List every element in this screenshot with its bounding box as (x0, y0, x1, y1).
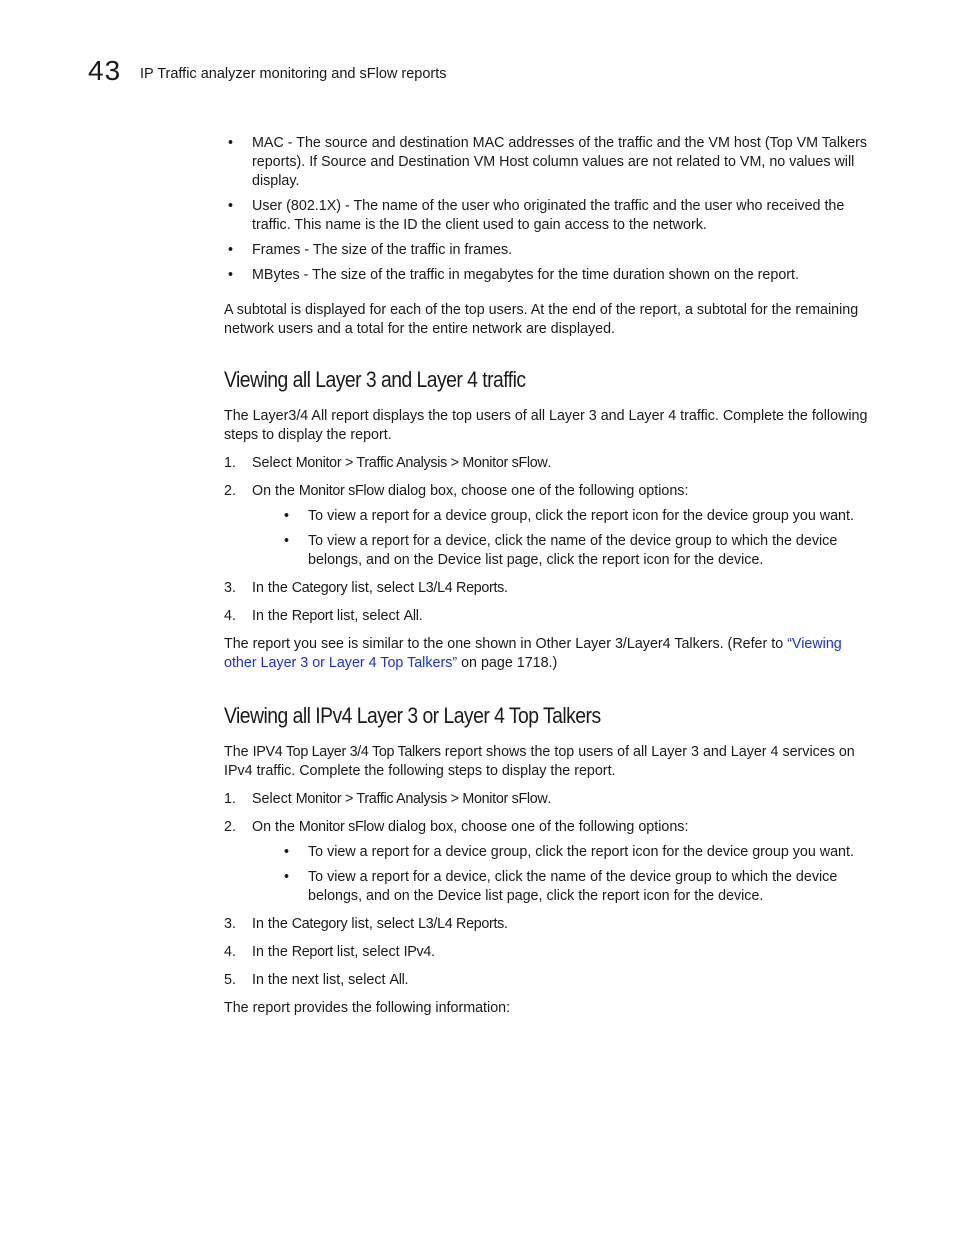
option-value: L3/L4 Reports (418, 580, 505, 596)
dialog-name: Monitor sFlow (298, 819, 384, 835)
section1-closing (224, 635, 870, 673)
step-text: . (404, 972, 409, 988)
step-number: 3. (224, 580, 236, 596)
section2-step-5 (224, 971, 870, 990)
section2-step-1 (224, 790, 870, 809)
step-number: 4. (224, 944, 236, 960)
step-text: . (547, 455, 552, 471)
step-text: On the (252, 483, 299, 499)
option-value: All (403, 608, 419, 624)
cross-reference-link[interactable]: “Viewing other Layer 3 or Layer 4 Top Talkers” (224, 636, 842, 671)
menu-path: Monitor > Traffic Analysis > Monitor sFlow (295, 791, 548, 807)
step-text: In the (252, 944, 292, 960)
section2-step-3 (224, 915, 870, 934)
option-device: • To view a report for a device, click the name of the device group to which the device belongs, and on the Device list page, click the report icon for the device. (280, 868, 870, 906)
step-text: On the (252, 819, 299, 835)
bullet-user: • User (802.1X) - The name of the user who originated the traffic and the user who received the traffic. This name is the ID the client used to gain access to the network. (224, 197, 870, 235)
step-number: 3. (224, 916, 236, 932)
section2-options (280, 843, 870, 906)
section2-steps (224, 790, 870, 990)
option-device: • To view a report for a device, click the name of the device group to which the device belongs, and on the Device list page, click the report icon for the device. (280, 532, 870, 570)
option-device-group: • To view a report for a device group, click the report icon for the device group you want. (280, 843, 870, 862)
step-number: 5. (224, 972, 236, 988)
field-name: Category (291, 916, 348, 932)
step-text: list, select (332, 944, 404, 960)
intro-text: report shows the top users of all Layer 3 and Layer 4 services on IPv4 traffic. Complete the following steps to display the report. (224, 744, 855, 779)
menu-path: Monitor > Traffic Analysis > Monitor sFlow (295, 455, 548, 471)
step-number: 2. (224, 483, 236, 499)
chapter-number: 43 (88, 55, 122, 86)
bullet-frames: • Frames - The size of the traffic in frames. (224, 241, 870, 260)
section-heading-ipv4: Viewing all IPv4 Layer 3 or Layer 4 Top Talkers (224, 703, 601, 728)
chapter-title: IP Traffic analyzer monitoring and sFlow reports (140, 66, 447, 82)
section1-step-2 (224, 482, 870, 570)
step-number: 2. (224, 819, 236, 835)
section1-steps (224, 454, 870, 626)
field-name: Report (291, 944, 333, 960)
section1-options (280, 507, 870, 570)
step-text: . (504, 916, 508, 932)
closing-text: The report you see is similar to the one shown in Other Layer 3/Layer4 Talkers. (Refer to (224, 636, 788, 652)
section2-step-4 (224, 943, 870, 962)
bullet-mac: • MAC - The source and destination MAC addresses of the traffic and the VM host (Top VM Talkers reports). If Source and Destination VM Host column values are not related to VM, no values will display. (224, 134, 870, 191)
step-text: In the next list, select (252, 972, 390, 988)
section2-intro (224, 743, 870, 781)
page-body (224, 134, 870, 1018)
subtotal-paragraph: A subtotal is displayed for each of the top users. At the end of the report, a subtotal for the remaining network users and a total for the entire network are displayed. (224, 302, 859, 337)
section1-step-3 (224, 579, 870, 598)
step-text: In the (252, 608, 292, 624)
step-text: Select (252, 455, 296, 471)
step-text: . (418, 608, 423, 624)
step-text: In the (252, 580, 292, 596)
option-value: IPv4 (403, 944, 432, 960)
report-name: IPV4 Top Layer 3/4 Top Talkers (252, 744, 441, 760)
step-text: list, select (332, 608, 404, 624)
dialog-name: Monitor sFlow (298, 483, 384, 499)
step-text: In the (252, 916, 292, 932)
step-text: . (547, 791, 552, 807)
section-heading-layer34: Viewing all Layer 3 and Layer 4 traffic (224, 367, 526, 392)
step-text: dialog box, choose one of the following options: (384, 819, 689, 835)
section1-step-1 (224, 454, 870, 473)
section1-intro: The Layer3/4 All report displays the top users of all Layer 3 and Layer 4 traffic. Complete the following steps to display the report. (224, 408, 868, 443)
field-name: Category (291, 580, 348, 596)
step-number: 4. (224, 608, 236, 624)
option-value: L3/L4 Reports (418, 916, 505, 932)
step-text: Select (252, 791, 296, 807)
closing-text: on page 1718.) (457, 655, 558, 671)
option-device-group: • To view a report for a device group, click the report icon for the device group you want. (280, 507, 870, 526)
step-number: 1. (224, 791, 236, 807)
field-name: Report (291, 608, 333, 624)
step-text: . (504, 580, 508, 596)
intro-bullet-list (224, 134, 870, 285)
bullet-mbytes: • MBytes - The size of the traffic in megabytes for the time duration shown on the report. (224, 266, 870, 285)
section1-step-4 (224, 607, 870, 626)
step-text: dialog box, choose one of the following options: (384, 483, 689, 499)
intro-text: The (224, 744, 253, 760)
step-text: list, select (347, 916, 419, 932)
step-text: list, select (347, 580, 419, 596)
step-text: . (431, 944, 435, 960)
section2-closing: The report provides the following information: (224, 1000, 511, 1016)
step-number: 1. (224, 455, 236, 471)
option-value: All (389, 972, 405, 988)
section2-step-2 (224, 818, 870, 906)
